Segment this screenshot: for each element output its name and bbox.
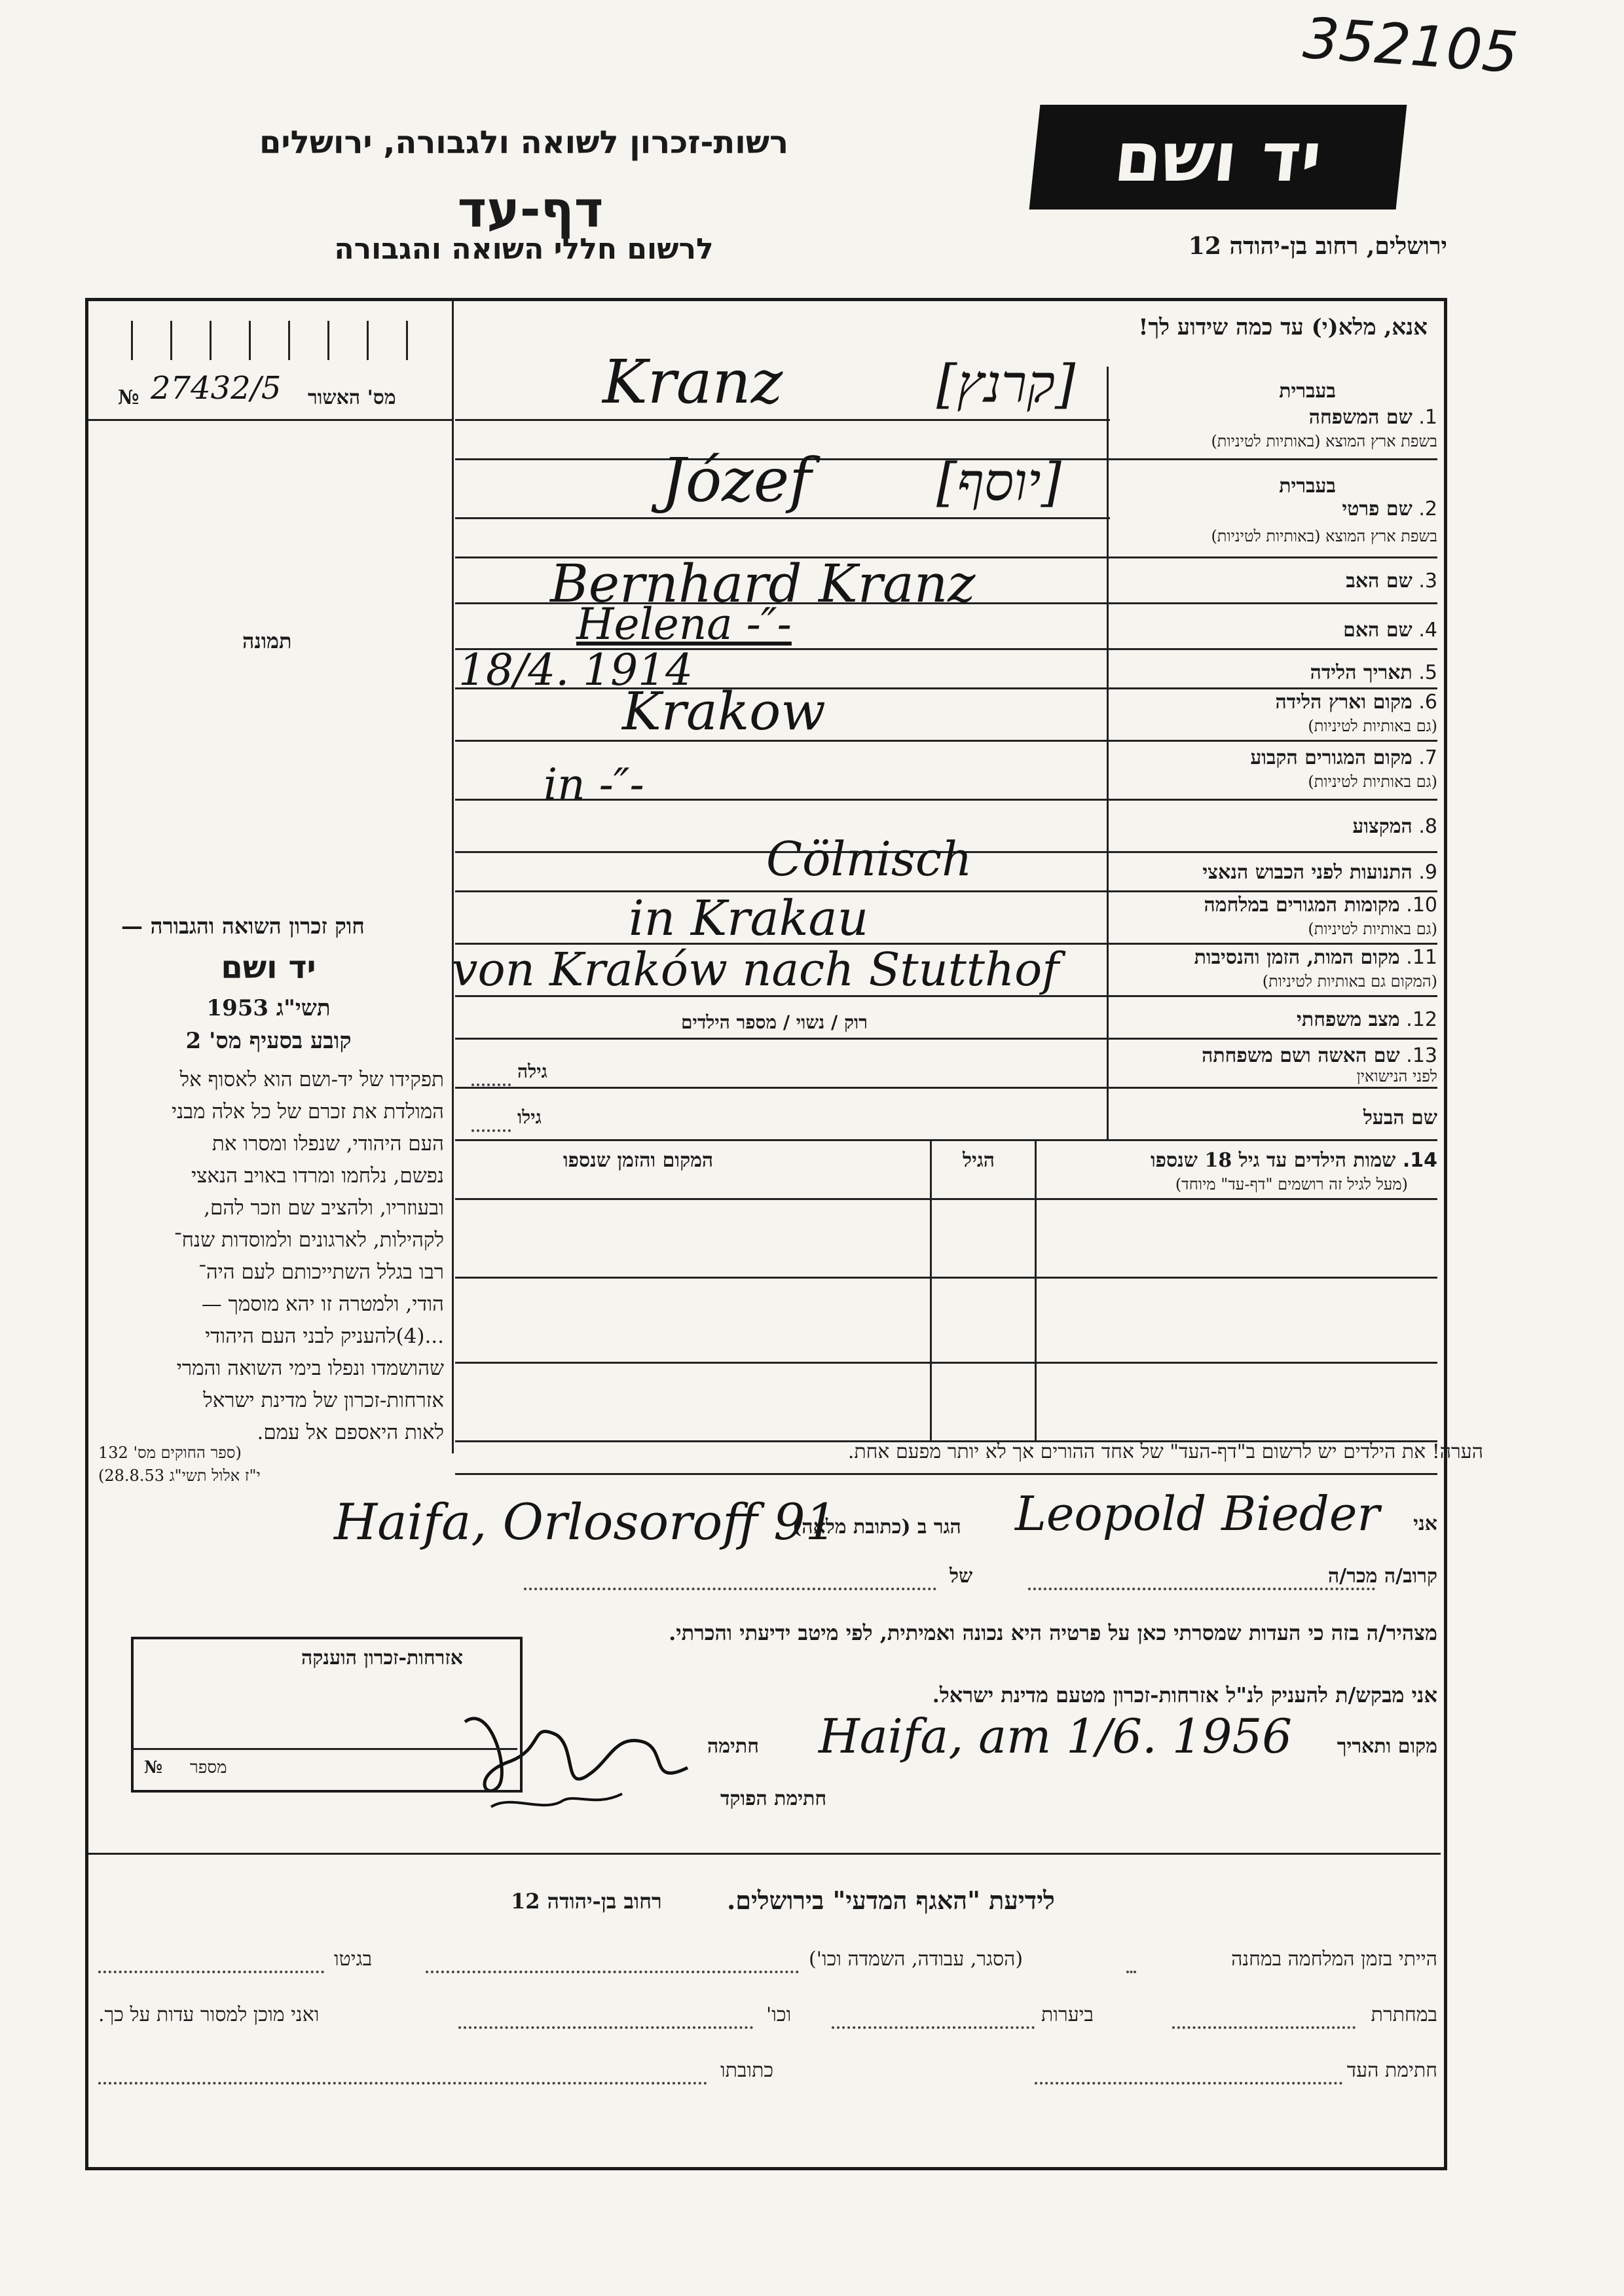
row-line [455,1038,1437,1040]
field-num: 12. [1406,1008,1437,1031]
field-num: 5. [1418,661,1437,684]
bottom-divider [88,1853,1441,1855]
row-line [455,740,1437,742]
surname-hebrew-value: [קרנץ] [936,354,1076,414]
field-5-label [1310,661,1437,684]
field-label-text: שם האשה ושם משפחתה [1202,1044,1400,1067]
field-4-label [1343,619,1437,642]
camp-dots [1126,1971,1136,1973]
cert-no-prefix: № [118,386,139,409]
husband-label: שם הבעל [1363,1106,1437,1129]
row-line [455,1087,1437,1089]
ready-to-testify: ואני מוכן למסור עדות על כך. [98,2003,320,2026]
law-line: המולדת את זכרם של כל אלה מבני [171,1100,444,1123]
law-line: הודי, ולמטרה זו יהא מוסמך — [201,1292,444,1316]
relative-dots [1028,1588,1375,1590]
law-name: יד ושם [221,949,316,986]
underground-label: במחתרת [1371,2003,1437,2026]
cert-number: 27432/5 [151,370,282,407]
etc-label: וכו' [766,2003,792,2026]
children-row-line [455,1277,1437,1279]
label-column-divider [1107,367,1109,1139]
row-line [455,890,1437,892]
field-9-label [1202,861,1437,884]
of-label: של [950,1565,973,1588]
field-7-sub: (גם באותיות לטיניות) [1308,773,1437,791]
row-line [455,517,1110,519]
field-num: 10. [1406,894,1437,917]
field-6-sub: (גם באותיות לטיניות) [1308,717,1437,735]
field-2-side: בעברית [1279,475,1336,498]
camp-dots [426,1971,799,1973]
surname-value: Kranz [602,347,783,417]
declarant-name: Leopold Bieder [1015,1486,1380,1541]
of-dots [524,1588,936,1590]
field-num: 6. [1418,691,1437,714]
underground-dots [1172,2026,1356,2029]
stamp-title: אזרחות-זכרון הוענקה [301,1647,464,1669]
witness-address-dots [98,2082,707,2085]
citizenship-request: אני מבקש/ת להעניק לנ"ל אזרחות-זכרון מטעם מדינת ישראל. [932,1683,1437,1707]
authority-line: רשות-זכרון לשואה ולגבורה, ירושלים [259,124,789,161]
law-line: תפקידו של יד-ושם הוא לאסוף אל [179,1068,444,1091]
form-title: דף-עד [457,180,604,238]
law-year: תשי"ג 1953 [206,995,331,1021]
archive-number: 352105 [1301,5,1521,86]
cert-ticks [111,321,432,360]
field-label-text: מקום המגורים הקבוע [1250,746,1412,769]
declarant-i-label: אני [1413,1512,1437,1535]
marital-options: רוק / נשוי / מספר הילדים [681,1011,868,1033]
field-3-label [1346,570,1437,592]
witness-signature-label: חתימת העד [1346,2059,1437,2082]
wife-age-label: גילה [517,1061,547,1082]
wife-age-dots [471,1084,511,1086]
field-13-sub: לפני הנישואין [1356,1067,1437,1085]
birthplace-value: Krakow [622,681,826,742]
law-line: שהושמדו ונפלו בימי השואה והמרי [176,1357,444,1380]
first-name-hebrew-value: [יוסף] [936,452,1061,513]
field-2-sub: בשפת ארץ המוצא (באותיות לטיניות) [1211,527,1437,545]
field-8-label [1352,815,1437,838]
children-sub: (מעל לגיל זה רושמים "דף-עד" מיוחד) [1175,1175,1408,1194]
row-line [455,1139,1437,1141]
field-num: 3. [1418,570,1437,592]
camp-label: הייתי בזמן המלחמה במחנה [1231,1948,1437,1971]
field-label-text: תאריך הלידה [1310,661,1412,684]
law-line: ובעוזריו, ולהציב שם וזכר להם, [204,1196,444,1220]
field-label-text: מקומות המגורים במלחמה [1204,894,1400,917]
children-col-divider [930,1139,932,1440]
photo-label: תמונה [242,629,292,653]
law-line: נפשם, נלחמו ומרדו באויב הנאצי [191,1164,444,1188]
children-header-line [455,1198,1437,1200]
camp-kinds-label: (הסגר, עבודה, השמדה וכו') [809,1948,1024,1971]
field-label-text: התנועות לפני הכבוש הנאצי [1202,861,1412,884]
yad-vashem-logo [1029,105,1407,210]
field-num: 9. [1418,861,1437,884]
relative-label: קרוב/ה מכר/ה [1328,1565,1437,1588]
stamp-divider [131,1748,517,1750]
field-11-sub: (המקום גם באותיות לטיניות) [1262,972,1437,991]
birth-date-value: 18/4. 1914 [458,645,693,695]
bottom-heading: לידיעת "האגף המדעי" בירושלים. [727,1886,1055,1915]
field-num: 8. [1418,815,1437,838]
header-address: ירושלים, רחוב בן-יהודה 12 [1188,232,1447,260]
stamp-number-label: מספר [190,1758,227,1777]
field-num: 11. [1406,946,1437,969]
etc-dots [458,2026,753,2029]
law-line: ...(4)להעניק לבני העם היהודי [205,1324,444,1348]
law-ref-2: י"ז אלול תשי"ג 28.8.53) [98,1467,261,1485]
field-11-label [1194,946,1437,969]
law-text [97,1064,444,1449]
law-title: חוק זכרון השואה והגבורה — [121,913,365,939]
field-num: 1. [1418,406,1437,429]
declarant-address: Haifa, Orlosoroff 91 [334,1493,837,1551]
law-line: אזרחות-זכרון של מדינת ישראל [203,1389,444,1412]
field-label-text: מקום וארץ הלידה [1275,691,1412,714]
field-1-label [1309,406,1437,429]
note-line [455,1473,1437,1475]
cert-label: מס' האשור [308,386,396,409]
field-num: 4. [1418,619,1437,642]
law-line: העם היהודי, שנפלו ומסרו את [212,1132,444,1156]
field-10-sub: (גם באותיות לטיניות) [1308,920,1437,938]
wartime-residence-value: in Krakau [629,890,869,947]
field-label-text: שם המשפחה [1308,406,1412,429]
law-section: קובע בסעיף מס' 2 [185,1028,352,1054]
movements-value: Cölnisch [766,831,972,886]
instruction-text: אנא, מלא(י) עד כמה שידוע לך! [1138,314,1428,340]
law-line: לקהילות, לארגונים ולמוסדות שנח־ [174,1228,444,1252]
field-label-text: מקום המות, הזמן והנסיבות [1194,946,1400,969]
children-place-col: המקום והזמן שנספו [563,1149,714,1172]
field-1-side: בעברית [1279,380,1336,403]
field-num: 14. [1402,1149,1437,1172]
children-col-divider [1035,1139,1037,1440]
father-name-value: Bernhard Kranz [550,553,976,614]
officer-label: חתימת הפוקד [720,1787,827,1810]
children-age-col: הגיל [963,1149,995,1172]
husband-age-label: גילו [517,1106,542,1128]
death-place-value: von Kraków nach Stutthof [452,943,1060,996]
field-2-label [1342,498,1437,520]
mother-name-value: Helena -″- [576,599,792,649]
ghetto-label: בגיטו [334,1948,373,1971]
signature-label: חתימה [707,1735,759,1758]
declaration-text: מצהיר/ה בזה כי העדות שמסרתי כאן על פרטיה היא נכונה ואמיתית, לפי מיטב ידיעתי והכרתי. [669,1620,1437,1645]
witness-address-label: כתובתו [720,2059,774,2082]
field-12-label [1297,1008,1437,1031]
field-label-text: שם האם [1343,619,1412,642]
place-date-label: מקום ותאריך [1337,1735,1437,1758]
law-line: רבו בגלל השתייכותם לעם היה־ [198,1260,444,1284]
children-title-text: שמות הילדים עד גיל 18 שנספו [1150,1149,1396,1172]
children-row-line [455,1362,1437,1364]
field-13-label [1202,1044,1437,1067]
left-panel-divider [452,301,454,1453]
husband-age-dots [471,1129,511,1132]
field-label-text: המקצוע [1352,815,1412,838]
field-6-label [1276,691,1437,714]
first-name-value: Józef [661,445,812,515]
residence-value: in -″- [544,759,644,810]
field-num: 7. [1418,746,1437,769]
forests-dots [832,2026,1035,2029]
bottom-address: רחוב בן-יהודה 12 [511,1889,662,1914]
law-ref-1: (ספר החוקים מס' 132 [98,1444,242,1462]
form-subtitle: לרשום חללי השואה והגבורה [334,232,714,266]
declarant-resides-label: הגר ב (כתובת מלאה) [792,1516,961,1539]
logo-text: יד ושם [1111,117,1325,197]
field-label-text: שם פרטי [1342,498,1412,520]
children-title [1151,1149,1437,1172]
place-date-value: Haifa, am 1/6. 1956 [819,1709,1293,1764]
children-note: הערה! את הילדים יש לרשום ב"דף-העד" של אחד ההורים אך לא יותר מפעם אחת. [847,1440,1483,1463]
field-label-text: שם האב [1346,570,1412,592]
field-7-label [1250,746,1437,769]
witness-signature-dots [1035,2082,1342,2085]
law-line: לאות היאספם אל עמם. [257,1421,444,1444]
cert-divider [88,419,452,421]
stamp-no-prefix: № [144,1758,163,1777]
field-num: 13. [1406,1044,1437,1067]
field-10-label [1204,894,1437,917]
forests-label: ביערות [1041,2003,1094,2026]
ghetto-dots [98,1971,324,1973]
field-label-text: מצב משפחתי [1297,1008,1400,1031]
field-1-sub: בשפת ארץ המוצא (באותיות לטיניות) [1211,432,1437,450]
row-line [455,419,1110,421]
field-num: 2. [1418,498,1437,520]
